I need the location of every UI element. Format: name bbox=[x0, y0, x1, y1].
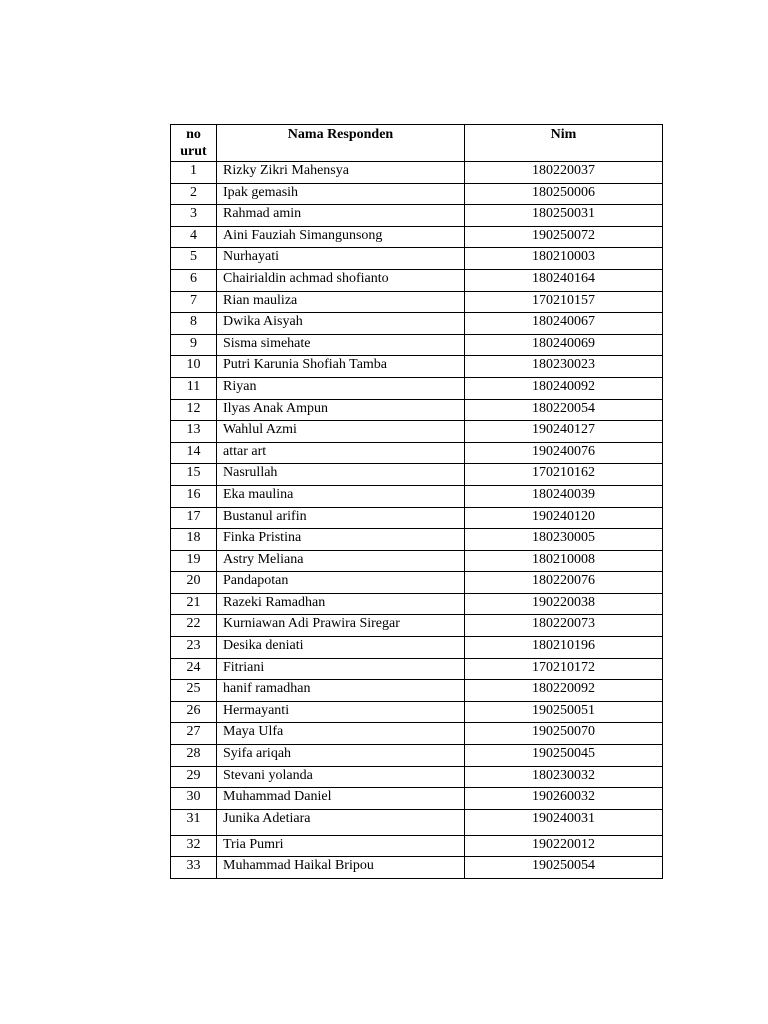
cell-nim: 170210162 bbox=[465, 464, 663, 486]
cell-nim: 180220073 bbox=[465, 615, 663, 637]
cell-nim: 190260032 bbox=[465, 788, 663, 810]
cell-nama: Junika Adetiara bbox=[217, 809, 465, 835]
cell-nama: Sisma simehate bbox=[217, 334, 465, 356]
cell-nama: Bustanul arifin bbox=[217, 507, 465, 529]
cell-no: 22 bbox=[171, 615, 217, 637]
cell-nama: Riyan bbox=[217, 377, 465, 399]
table-row bbox=[171, 835, 663, 857]
cell-no: 20 bbox=[171, 572, 217, 594]
table-row bbox=[171, 334, 663, 356]
cell-no: 23 bbox=[171, 637, 217, 659]
cell-nim: 180210196 bbox=[465, 637, 663, 659]
cell-nim: 180230005 bbox=[465, 529, 663, 551]
cell-nama: Rian mauliza bbox=[217, 291, 465, 313]
cell-no: 2 bbox=[171, 183, 217, 205]
cell-no: 26 bbox=[171, 701, 217, 723]
cell-nama: attar art bbox=[217, 442, 465, 464]
cell-nim: 180220092 bbox=[465, 680, 663, 702]
cell-nim: 180240069 bbox=[465, 334, 663, 356]
cell-no: 9 bbox=[171, 334, 217, 356]
table-body bbox=[171, 162, 663, 879]
table-row bbox=[171, 269, 663, 291]
cell-no: 17 bbox=[171, 507, 217, 529]
cell-no: 32 bbox=[171, 835, 217, 857]
table-row bbox=[171, 857, 663, 879]
cell-nim: 180240092 bbox=[465, 377, 663, 399]
cell-nim: 180240067 bbox=[465, 313, 663, 335]
cell-nama: Pandapotan bbox=[217, 572, 465, 594]
table-row bbox=[171, 442, 663, 464]
cell-no: 28 bbox=[171, 745, 217, 767]
cell-nim: 180240039 bbox=[465, 485, 663, 507]
table-row bbox=[171, 226, 663, 248]
cell-nim: 190240031 bbox=[465, 809, 663, 835]
cell-nim: 180240164 bbox=[465, 269, 663, 291]
cell-nama: Rizky Zikri Mahensya bbox=[217, 162, 465, 184]
cell-nim: 180230023 bbox=[465, 356, 663, 378]
cell-no: 30 bbox=[171, 788, 217, 810]
header-nama-responden: Nama Responden bbox=[217, 125, 465, 162]
cell-no: 27 bbox=[171, 723, 217, 745]
cell-nim: 190250051 bbox=[465, 701, 663, 723]
table-row bbox=[171, 291, 663, 313]
table-row bbox=[171, 313, 663, 335]
cell-nama: Tria Pumri bbox=[217, 835, 465, 857]
cell-no: 6 bbox=[171, 269, 217, 291]
cell-no: 16 bbox=[171, 485, 217, 507]
cell-no: 18 bbox=[171, 529, 217, 551]
cell-no: 4 bbox=[171, 226, 217, 248]
cell-nama: Muhammad Daniel bbox=[217, 788, 465, 810]
cell-no: 5 bbox=[171, 248, 217, 270]
cell-nama: Kurniawan Adi Prawira Siregar bbox=[217, 615, 465, 637]
cell-no: 24 bbox=[171, 658, 217, 680]
cell-nim: 190240127 bbox=[465, 421, 663, 443]
table-row bbox=[171, 399, 663, 421]
cell-nama: Putri Karunia Shofiah Tamba bbox=[217, 356, 465, 378]
cell-no: 31 bbox=[171, 809, 217, 835]
cell-no: 29 bbox=[171, 766, 217, 788]
cell-no: 14 bbox=[171, 442, 217, 464]
table-row bbox=[171, 680, 663, 702]
table-row bbox=[171, 788, 663, 810]
cell-nim: 190250070 bbox=[465, 723, 663, 745]
cell-no: 1 bbox=[171, 162, 217, 184]
table-row bbox=[171, 183, 663, 205]
cell-nama: Dwika Aisyah bbox=[217, 313, 465, 335]
table-row bbox=[171, 529, 663, 551]
cell-nim: 190250054 bbox=[465, 857, 663, 879]
cell-nim: 190250045 bbox=[465, 745, 663, 767]
cell-nim: 180220076 bbox=[465, 572, 663, 594]
cell-nim: 180210003 bbox=[465, 248, 663, 270]
table-row bbox=[171, 162, 663, 184]
cell-nim: 190220038 bbox=[465, 593, 663, 615]
cell-nim: 180230032 bbox=[465, 766, 663, 788]
cell-nama: Aini Fauziah Simangunsong bbox=[217, 226, 465, 248]
table-row bbox=[171, 377, 663, 399]
cell-nama: Stevani yolanda bbox=[217, 766, 465, 788]
cell-nama: Desika deniati bbox=[217, 637, 465, 659]
cell-nama: Astry Meliana bbox=[217, 550, 465, 572]
table-row bbox=[171, 723, 663, 745]
cell-nama: Wahlul Azmi bbox=[217, 421, 465, 443]
table-row bbox=[171, 637, 663, 659]
cell-nama: Nasrullah bbox=[217, 464, 465, 486]
cell-nim: 180250006 bbox=[465, 183, 663, 205]
cell-nama: Chairialdin achmad shofianto bbox=[217, 269, 465, 291]
table-row bbox=[171, 745, 663, 767]
cell-no: 11 bbox=[171, 377, 217, 399]
table-row bbox=[171, 701, 663, 723]
cell-nim: 180220054 bbox=[465, 399, 663, 421]
cell-nama: Eka maulina bbox=[217, 485, 465, 507]
cell-no: 33 bbox=[171, 857, 217, 879]
cell-nama: hanif ramadhan bbox=[217, 680, 465, 702]
table-row bbox=[171, 485, 663, 507]
cell-nim: 190220012 bbox=[465, 835, 663, 857]
respondent-table bbox=[170, 124, 663, 879]
table-row bbox=[171, 615, 663, 637]
cell-nama: Rahmad amin bbox=[217, 205, 465, 227]
table-row bbox=[171, 248, 663, 270]
table-row bbox=[171, 421, 663, 443]
cell-nim: 180220037 bbox=[465, 162, 663, 184]
table-row bbox=[171, 356, 663, 378]
cell-nama: Nurhayati bbox=[217, 248, 465, 270]
cell-no: 12 bbox=[171, 399, 217, 421]
cell-nama: Ilyas Anak Ampun bbox=[217, 399, 465, 421]
header-nim: Nim bbox=[465, 125, 663, 162]
table-row bbox=[171, 205, 663, 227]
table-row bbox=[171, 550, 663, 572]
table-header-row bbox=[171, 125, 663, 162]
cell-nim: 170210157 bbox=[465, 291, 663, 313]
table-row bbox=[171, 809, 663, 835]
cell-nama: Razeki Ramadhan bbox=[217, 593, 465, 615]
cell-no: 21 bbox=[171, 593, 217, 615]
cell-nama: Ipak gemasih bbox=[217, 183, 465, 205]
cell-no: 10 bbox=[171, 356, 217, 378]
cell-nama: Muhammad Haikal Bripou bbox=[217, 857, 465, 879]
header-no-urut: no urut bbox=[171, 125, 217, 162]
cell-nim: 170210172 bbox=[465, 658, 663, 680]
table-row bbox=[171, 464, 663, 486]
cell-nama: Fitriani bbox=[217, 658, 465, 680]
cell-no: 3 bbox=[171, 205, 217, 227]
cell-nama: Hermayanti bbox=[217, 701, 465, 723]
cell-nama: Maya Ulfa bbox=[217, 723, 465, 745]
cell-nim: 180210008 bbox=[465, 550, 663, 572]
cell-no: 8 bbox=[171, 313, 217, 335]
cell-nim: 190240120 bbox=[465, 507, 663, 529]
cell-no: 25 bbox=[171, 680, 217, 702]
cell-nama: Finka Pristina bbox=[217, 529, 465, 551]
cell-no: 7 bbox=[171, 291, 217, 313]
table-row bbox=[171, 507, 663, 529]
cell-nim: 180250031 bbox=[465, 205, 663, 227]
cell-no: 15 bbox=[171, 464, 217, 486]
table-row bbox=[171, 658, 663, 680]
table-row bbox=[171, 593, 663, 615]
cell-no: 13 bbox=[171, 421, 217, 443]
cell-nim: 190250072 bbox=[465, 226, 663, 248]
cell-nim: 190240076 bbox=[465, 442, 663, 464]
table-row bbox=[171, 766, 663, 788]
cell-nama: Syifa ariqah bbox=[217, 745, 465, 767]
table-row bbox=[171, 572, 663, 594]
cell-no: 19 bbox=[171, 550, 217, 572]
